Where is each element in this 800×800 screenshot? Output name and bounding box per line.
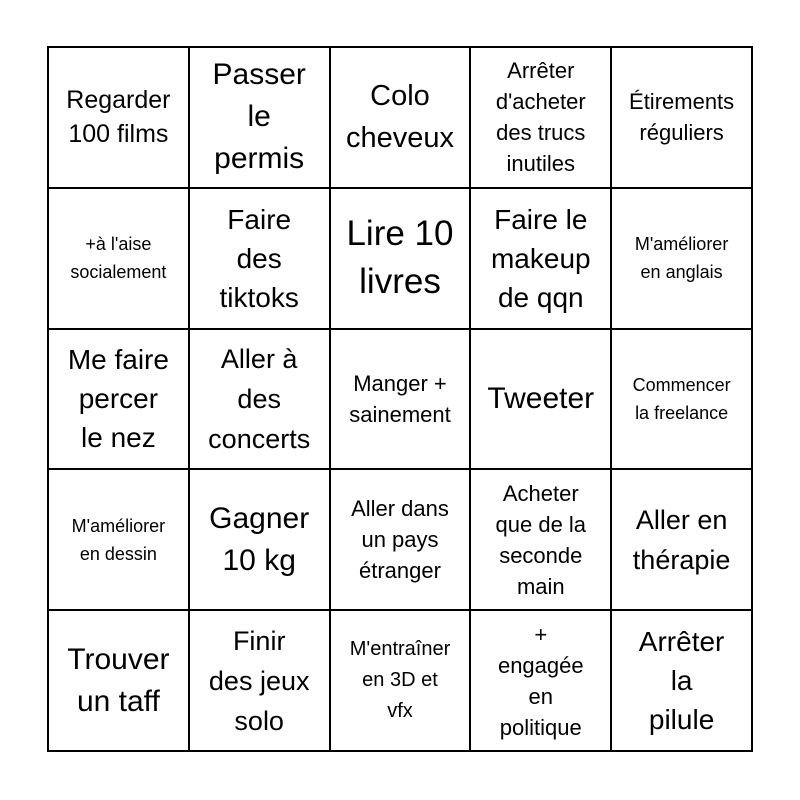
cell-text: Lire 10 livres — [346, 214, 454, 302]
cell-text: Colo cheveux — [345, 80, 454, 155]
bingo-cell-r1c4 — [470, 47, 611, 188]
bingo-cell-r1c3 — [330, 47, 471, 188]
cell-text: Étirements réguliers — [629, 89, 735, 146]
cell-text: Finir des jeux solo — [208, 625, 310, 736]
bingo-cell-r5c5 — [611, 610, 752, 751]
bingo-cell-r1c1 — [48, 47, 189, 188]
cell-text: Arrêter d'acheter des trucs inutiles — [495, 58, 586, 177]
bingo-cell-r4c2 — [189, 469, 330, 610]
bingo-cell-r2c4 — [470, 188, 611, 329]
bingo-board — [47, 46, 753, 752]
bingo-cell-r4c4 — [470, 469, 611, 610]
bingo-cell-r3c4 — [470, 329, 611, 470]
cell-text: Trouver un taff — [67, 642, 170, 718]
cell-text: Aller à des concerts — [208, 343, 311, 454]
cell-text: Me faire percer le nez — [67, 344, 169, 454]
cell-text: Tweeter — [487, 381, 595, 415]
cell-text: Manger + sainement — [349, 370, 451, 427]
cell-text: Faire des tiktoks — [219, 203, 299, 313]
bingo-cell-r4c1 — [48, 469, 189, 610]
bingo-cell-r2c5 — [611, 188, 752, 329]
cell-text: + engagée en politique — [497, 621, 584, 740]
bingo-cell-r3c5 — [611, 329, 752, 470]
cell-text: Aller dans un pays étranger — [351, 496, 449, 584]
bingo-cell-r2c2 — [189, 188, 330, 329]
cell-text: Arrêter la pilule — [638, 626, 725, 736]
bingo-cell-r5c1 — [48, 610, 189, 751]
cell-text: Faire le makeup de qqn — [490, 203, 591, 313]
bingo-cell-r1c5 — [611, 47, 752, 188]
bingo-cell-r3c1 — [48, 329, 189, 470]
cell-text: M'améliorer en anglais — [634, 234, 729, 283]
cell-text: Commencer la freelance — [632, 374, 731, 423]
cell-text: Acheter que de la seconde main — [495, 480, 587, 599]
bingo-cell-r4c5 — [611, 469, 752, 610]
bingo-cell-r1c2 — [189, 47, 330, 188]
bingo-cell-r5c4 — [470, 610, 611, 751]
cell-text: Aller en thérapie — [632, 504, 731, 575]
bingo-cell-r2c3 — [330, 188, 471, 329]
bingo-cell-r5c2 — [189, 610, 330, 751]
cell-text: Gagner 10 kg — [209, 501, 310, 577]
cell-text: Passer le permis — [212, 58, 306, 176]
cell-text: Regarder 100 films — [66, 86, 171, 149]
bingo-cell-r4c3 — [330, 469, 471, 610]
bingo-cell-r2c1 — [48, 188, 189, 329]
bingo-cell-r5c3 — [330, 610, 471, 751]
bingo-cell-r3c2 — [189, 329, 330, 470]
cell-text: M'entraîner en 3D et vfx — [349, 638, 451, 723]
cell-text: +à l'aise socialement — [70, 234, 167, 283]
cell-text: M'améliorer en dessin — [71, 515, 166, 564]
bingo-cell-r3c3 — [330, 329, 471, 470]
